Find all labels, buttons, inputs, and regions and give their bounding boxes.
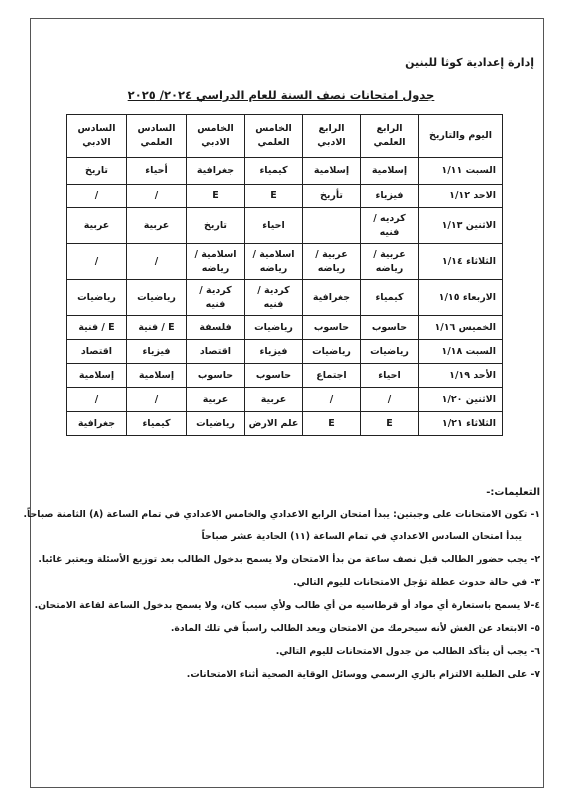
day-date-cell: الاثنين ١/١٣ (419, 208, 503, 244)
subject-cell: كردية / فنيه (245, 280, 303, 316)
subject-cell: رياضيات (361, 340, 419, 364)
subject-cell: / (361, 388, 419, 412)
column-header: السادس الادبي (67, 115, 127, 158)
subject-cell: E (245, 185, 303, 208)
instruction-item: ١- تكون الامتحانات على وجبتين: يبدأ امتحان الرابع الاعدادي والخامس الاعدادي في تمام الساعة (٨) الثامنة صباحاً. (23, 509, 540, 520)
subject-cell: رياضيات (303, 340, 361, 364)
subject-cell: إسلامية (67, 364, 127, 388)
table-row (67, 158, 503, 185)
table-row (67, 364, 503, 388)
instruction-item: ٢- يجب حضور الطالب قبل نصف ساعة من بدأ الامتحان ولا يسمح بدخول الطالب بعد توزيع الأسئلة ويعتبر غائبا. (38, 554, 540, 565)
subject-cell: حاسوب (187, 364, 245, 388)
subject-cell: إسلامية (361, 158, 419, 185)
subject-cell: رياضيات (187, 412, 245, 436)
table-row (67, 412, 503, 436)
subject-cell: عربية (67, 208, 127, 244)
subject-cell (303, 208, 361, 244)
subject-cell: فيزياء (245, 340, 303, 364)
table-row (67, 208, 503, 244)
subject-cell: E (303, 412, 361, 436)
instruction-item: ٦- يجب أن يتأكد الطالب من جدول الامتحانات لليوم التالي. (275, 646, 540, 657)
subject-cell: اسلامية / رياضه (187, 244, 245, 280)
table-row (67, 316, 503, 340)
exam-schedule-table (66, 114, 503, 436)
subject-cell: حاسوب (245, 364, 303, 388)
day-date-cell: السبت ١/١٨ (419, 340, 503, 364)
table-row (67, 244, 503, 280)
subject-cell: E / فنية (67, 316, 127, 340)
instructions-title: التعليمات:- (486, 487, 540, 498)
subject-cell: رياضيات (245, 316, 303, 340)
subject-cell: عربية (187, 388, 245, 412)
subject-cell: كيمياء (127, 412, 187, 436)
day-date-cell: الثلاثاء ١/١٤ (419, 244, 503, 280)
subject-cell: كيمياء (245, 158, 303, 185)
instruction-item: يبدأ امتحان السادس الاعدادي في تمام الساعة (١١) الحادية عشر صباحاً (201, 531, 522, 542)
subject-cell: تأريخ (303, 185, 361, 208)
subject-cell: إسلامية (127, 364, 187, 388)
table-row (67, 388, 503, 412)
day-date-cell: الثلاثاء ١/٢١ (419, 412, 503, 436)
subject-cell: رياضيات (67, 280, 127, 316)
subject-cell: فلسفة (187, 316, 245, 340)
subject-cell: عربية (245, 388, 303, 412)
instruction-item: ٥- الابتعاد عن الغش لأنه سيحرمك من الامتحان ويعد الطالب راسباً في تلك المادة. (170, 623, 540, 634)
subject-cell: حاسوب (303, 316, 361, 340)
table-row (67, 280, 503, 316)
table-body (67, 158, 503, 436)
table-row (67, 185, 503, 208)
day-date-cell: الاثنين ١/٢٠ (419, 388, 503, 412)
subject-cell: حاسوب (361, 316, 419, 340)
subject-cell: كرديه / فنيه (361, 208, 419, 244)
instruction-item: ٤-لا يسمح باستعارة أي مواد أو قرطاسيه من أي طالب ولأي سبب كان، ولا يسمح بدخول الساعة لقاعة الامتحان. (34, 600, 540, 611)
subject-cell: كيمياء (361, 280, 419, 316)
subject-cell: / (303, 388, 361, 412)
day-date-cell: الخميس ١/١٦ (419, 316, 503, 340)
subject-cell: / (67, 185, 127, 208)
subject-cell: اسلامية / رياضه (245, 244, 303, 280)
day-date-cell: السبت ١/١١ (419, 158, 503, 185)
column-header: الرابع العلمي (361, 115, 419, 158)
subject-cell: احياء (245, 208, 303, 244)
subject-cell: فيزياء (361, 185, 419, 208)
subject-cell: / (67, 388, 127, 412)
subject-cell: E / فنية (127, 316, 187, 340)
subject-cell: اقتصاد (187, 340, 245, 364)
subject-cell: علم الارض (245, 412, 303, 436)
subject-cell: جغرافية (303, 280, 361, 316)
subject-cell: جغرافية (67, 412, 127, 436)
subject-cell: عربية / رياضه (361, 244, 419, 280)
subject-cell: احياء (361, 364, 419, 388)
subject-cell: عربية (127, 208, 187, 244)
instruction-item: ٧- على الطلبة الالتزام بالزي الرسمي ووسائل الوقاية الصحية أثناء الامتحانات. (186, 669, 540, 680)
subject-cell: تاريخ (67, 158, 127, 185)
column-header: الخامس الادبي (187, 115, 245, 158)
subject-cell: E (361, 412, 419, 436)
subject-cell: كردية / فنيه (187, 280, 245, 316)
subject-cell: رياضيات (127, 280, 187, 316)
subject-cell: أحياء (127, 158, 187, 185)
subject-cell: / (67, 244, 127, 280)
school-name: إدارة إعدادية كوثا للبنين (405, 56, 534, 69)
day-date-cell: الأحد ١/١٩ (419, 364, 503, 388)
document-title: جدول امتحانات نصف السنة للعام الدراسي ٢٠٢٤/ ٢٠٢٥ (127, 88, 435, 102)
column-header: السادس العلمي (127, 115, 187, 158)
subject-cell: / (127, 388, 187, 412)
day-date-cell: الاحد ١/١٢ (419, 185, 503, 208)
column-header: الرابع الادبي (303, 115, 361, 158)
column-header-date: اليوم والتاريخ (419, 115, 503, 158)
subject-cell: اقتصاد (67, 340, 127, 364)
day-date-cell: الاربعاء ١/١٥ (419, 280, 503, 316)
subject-cell: فيزياء (127, 340, 187, 364)
subject-cell: / (127, 185, 187, 208)
subject-cell: تاريخ (187, 208, 245, 244)
column-header: الخامس العلمي (245, 115, 303, 158)
table-row (67, 340, 503, 364)
subject-cell: إسلامية (303, 158, 361, 185)
subject-cell: جغرافية (187, 158, 245, 185)
subject-cell: اجتماع (303, 364, 361, 388)
subject-cell: E (187, 185, 245, 208)
subject-cell: / (127, 244, 187, 280)
subject-cell: عربية / رياضه (303, 244, 361, 280)
table-header-row (67, 115, 503, 158)
instruction-item: ٣- في حالة حدوث عطلة تؤجل الامتحانات لليوم التالي. (293, 577, 540, 588)
